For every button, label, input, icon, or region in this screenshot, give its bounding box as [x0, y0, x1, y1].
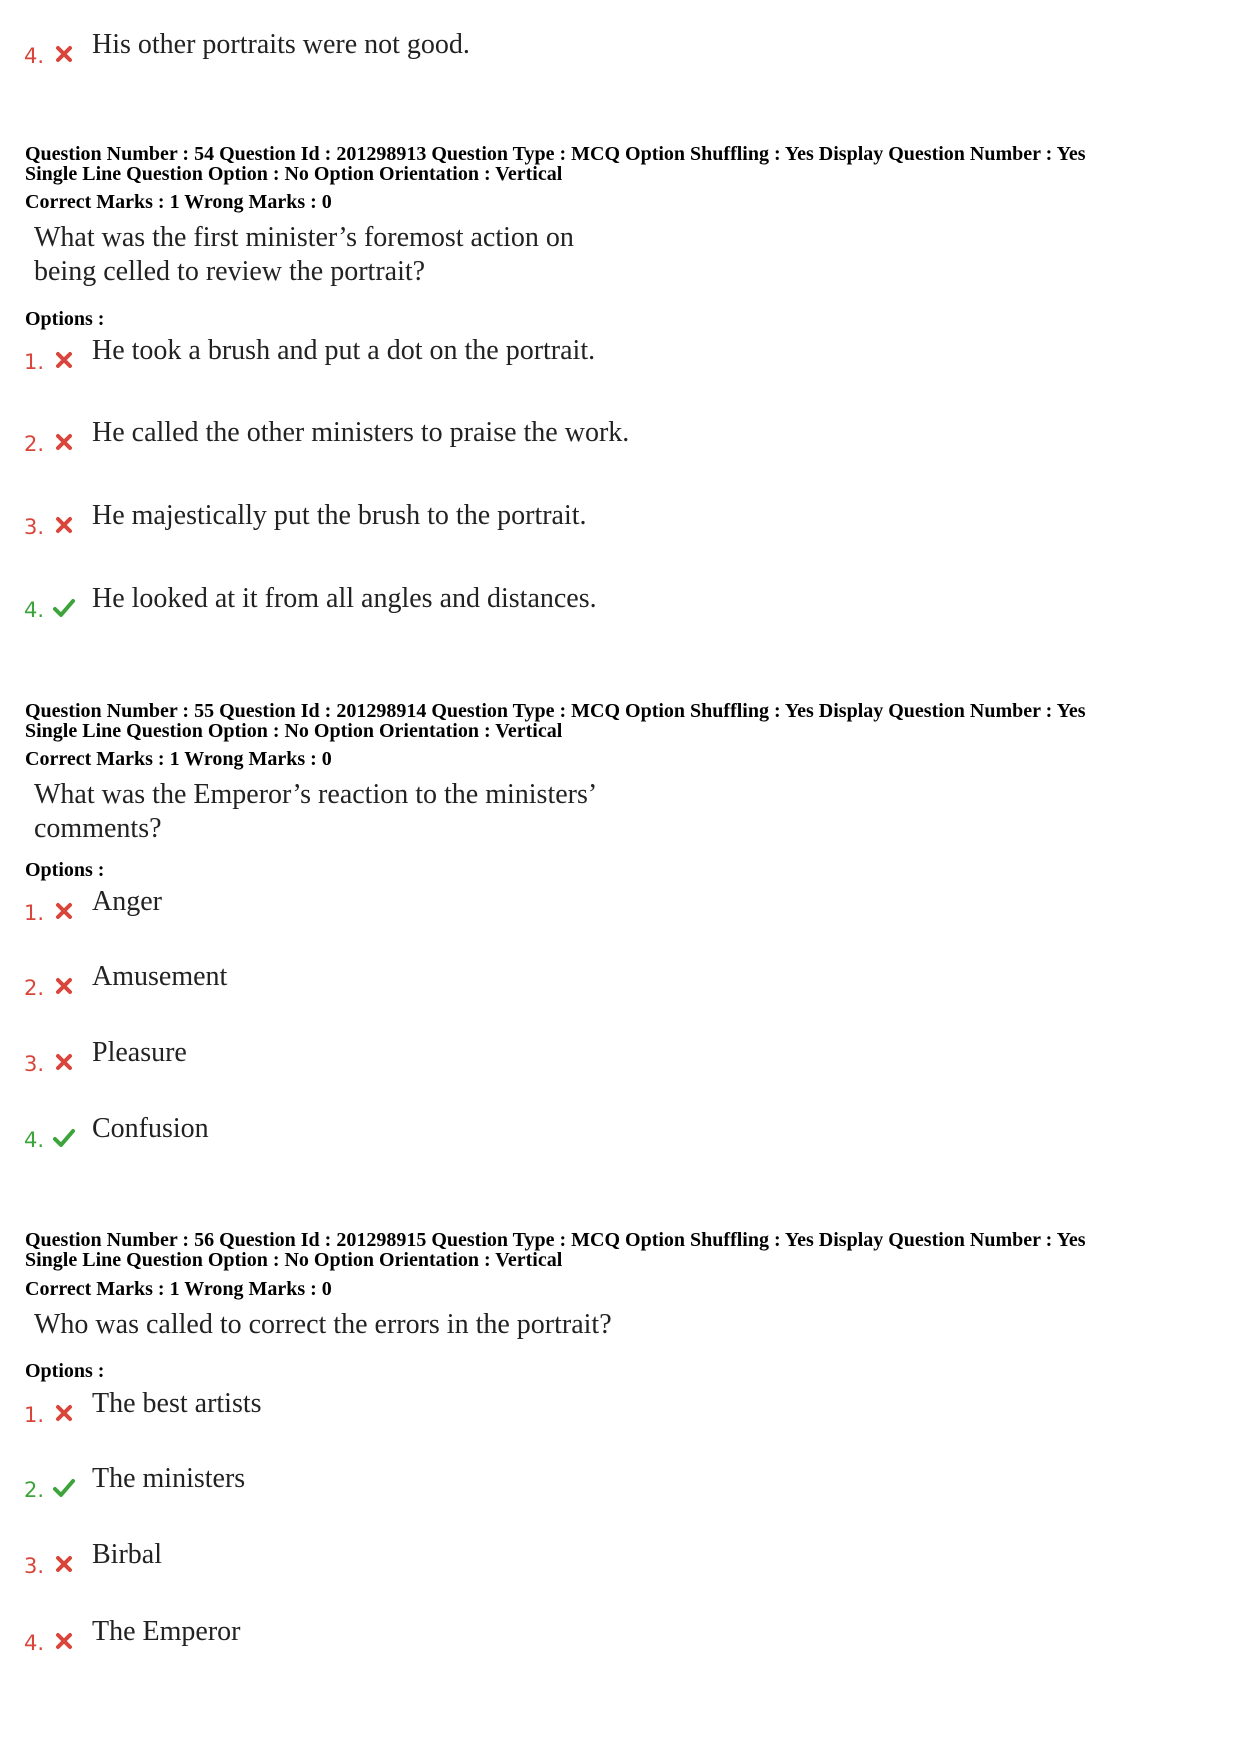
option-number: 1.	[24, 350, 45, 374]
cross-icon	[52, 1050, 76, 1074]
question-marks: Correct Marks : 1 Wrong Marks : 0	[25, 748, 332, 770]
option-text: He looked at it from all angles and distances.	[92, 583, 597, 614]
option-number: 4.	[24, 44, 45, 68]
question-text: What was the Emperor’s reaction to the ministers’	[34, 779, 598, 810]
check-icon	[52, 1476, 76, 1500]
option-text: Amusement	[92, 961, 228, 992]
option-number: 2.	[24, 1478, 45, 1502]
option-number: 4.	[24, 1128, 45, 1152]
question-marks: Correct Marks : 1 Wrong Marks : 0	[25, 191, 332, 213]
question-meta-options: Single Line Question Option : No Option Orientation : Vertical	[25, 163, 563, 185]
options-label: Options :	[25, 308, 105, 330]
question-text: being celled to review the portrait?	[34, 256, 426, 287]
options-label: Options :	[25, 859, 105, 881]
option-text: Birbal	[92, 1539, 162, 1570]
question-text: Who was called to correct the errors in the portrait?	[34, 1309, 612, 1340]
option-text: He took a brush and put a dot on the portrait.	[92, 335, 596, 366]
question-meta: Question Number : 56 Question Id : 201298915 Question Type : MCQ Option Shuffling : Yes Display Question Number : Yes	[25, 1229, 1086, 1251]
cross-icon	[52, 1629, 76, 1653]
option-text: The Emperor	[92, 1616, 241, 1647]
cross-icon	[52, 899, 76, 923]
option-text: The best artists	[92, 1388, 262, 1419]
question-meta-options: Single Line Question Option : No Option Orientation : Vertical	[25, 720, 563, 742]
cross-icon	[52, 42, 76, 66]
question-meta-options: Single Line Question Option : No Option Orientation : Vertical	[25, 1249, 563, 1271]
question-meta: Question Number : 54 Question Id : 201298913 Question Type : MCQ Option Shuffling : Yes Display Question Number : Yes	[25, 143, 1086, 165]
option-number: 2.	[24, 432, 45, 456]
cross-icon	[52, 974, 76, 998]
cross-icon	[52, 430, 76, 454]
option-text: Anger	[92, 886, 162, 917]
option-number: 1.	[24, 1403, 45, 1427]
option-number: 1.	[24, 901, 45, 925]
question-meta: Question Number : 55 Question Id : 201298914 Question Type : MCQ Option Shuffling : Yes Display Question Number : Yes	[25, 700, 1086, 722]
cross-icon	[52, 1401, 76, 1425]
option-text: The ministers	[92, 1463, 246, 1494]
option-text: Pleasure	[92, 1037, 187, 1068]
question-text: What was the first minister’s foremost action on	[34, 222, 574, 253]
check-icon	[52, 1126, 76, 1150]
option-text: He majestically put the brush to the portrait.	[92, 500, 587, 531]
option-number: 4.	[24, 1631, 45, 1655]
option-text: He called the other ministers to praise the work.	[92, 417, 630, 448]
option-text: Confusion	[92, 1113, 209, 1144]
option-number: 3.	[24, 1052, 45, 1076]
option-text: His other portraits were not good.	[92, 29, 470, 60]
option-number: 4.	[24, 598, 45, 622]
option-number: 3.	[24, 515, 45, 539]
cross-icon	[52, 513, 76, 537]
cross-icon	[52, 348, 76, 372]
options-label: Options :	[25, 1360, 105, 1382]
option-number: 2.	[24, 976, 45, 1000]
check-icon	[52, 596, 76, 620]
question-text: comments?	[34, 813, 162, 844]
cross-icon	[52, 1552, 76, 1576]
option-number: 3.	[24, 1554, 45, 1578]
question-marks: Correct Marks : 1 Wrong Marks : 0	[25, 1278, 332, 1300]
